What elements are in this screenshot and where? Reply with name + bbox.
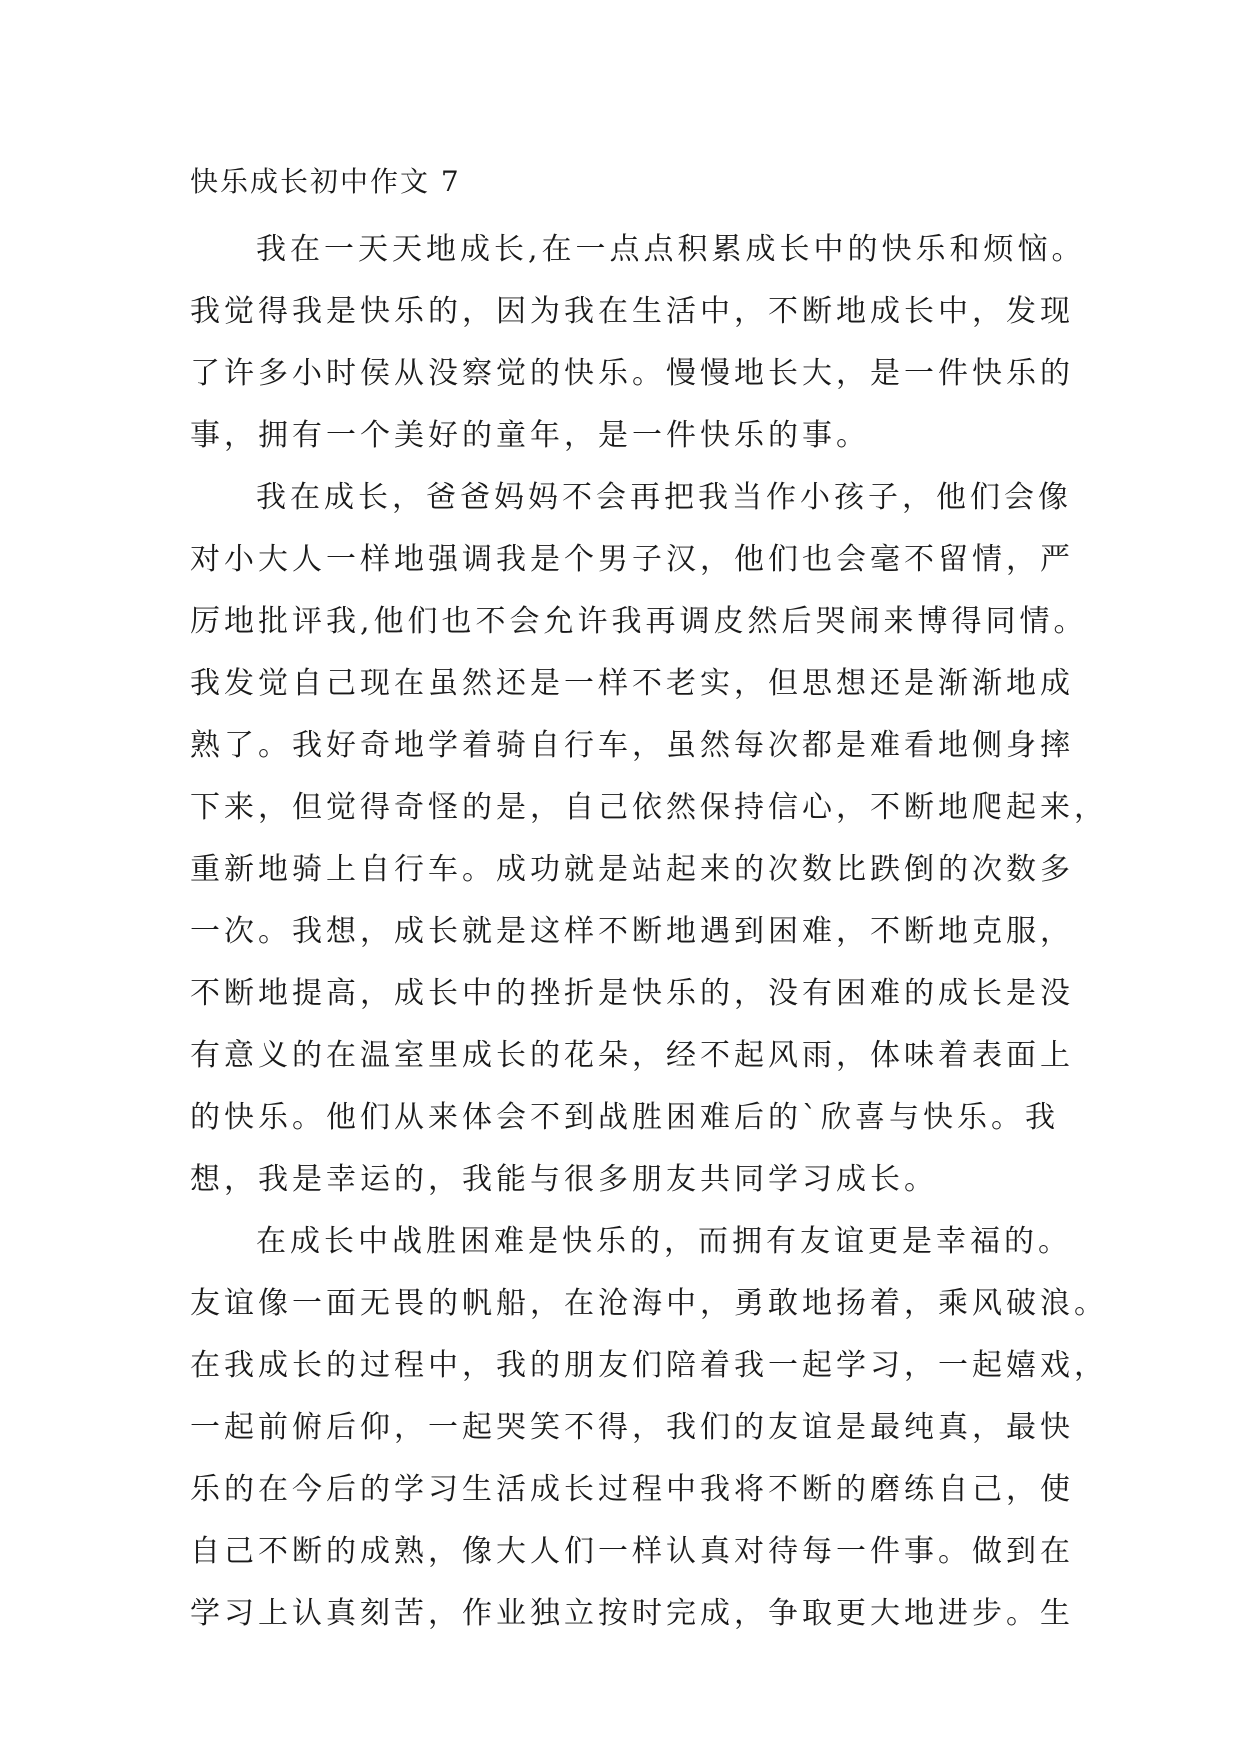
paragraph-2-line-1: 我在成长，爸爸妈妈不会再把我当作小孩子，他们会像: [256, 480, 1072, 515]
paragraph-2-line-3: 厉地批评我,他们也不会允许我再调皮然后哭闹来博得同情。: [190, 604, 1088, 639]
paragraph-2-line-5: 熟了。我好奇地学着骑自行车，虽然每次都是难看地侧身摔: [190, 728, 1074, 763]
paragraph-1-line-1: 我在一天天地成长,在一点点积累成长中的快乐和烦恼。: [256, 232, 1086, 267]
paragraph-3-line-3: 在我成长的过程中，我的朋友们陪着我一起学习，一起嬉戏，: [190, 1348, 1108, 1383]
paragraph-2-line-10: 有意义的在温室里成长的花朵，经不起风雨，体味着表面上: [190, 1038, 1074, 1073]
paragraph-2-line-7: 重新地骑上自行车。成功就是站起来的次数比跌倒的次数多: [190, 852, 1074, 887]
paragraph-3-line-2: 友谊像一面无畏的帆船，在沧海中，勇敢地扬着，乘风破浪。: [190, 1286, 1108, 1321]
paragraph-2-line-4: 我发觉自己现在虽然还是一样不老实，但思想还是渐渐地成: [190, 666, 1074, 701]
paragraph-2-line-9: 不断地提高，成长中的挫折是快乐的，没有困难的成长是没: [190, 976, 1074, 1011]
paragraph-3-line-7: 学习上认真刻苦，作业独立按时完成，争取更大地进步。生: [190, 1596, 1074, 1631]
document-title: 快乐成长初中作文 7: [190, 165, 461, 198]
paragraph-1-line-3: 了许多小时侯从没察觉的快乐。慢慢地长大，是一件快乐的: [190, 356, 1074, 391]
paragraph-2-line-8: 一次。我想，成长就是这样不断地遇到困难，不断地克服，: [190, 914, 1074, 949]
paragraph-3-line-4: 一起前俯后仰，一起哭笑不得，我们的友谊是最纯真，最快: [190, 1410, 1074, 1445]
paragraph-3-line-6: 自己不断的成熟，像大人们一样认真对待每一件事。做到在: [190, 1534, 1074, 1569]
paragraph-3-line-1: 在成长中战胜困难是快乐的，而拥有友谊更是幸福的。: [256, 1224, 1072, 1259]
paragraph-2-line-6: 下来，但觉得奇怪的是，自己依然保持信心，不断地爬起来，: [190, 790, 1108, 825]
paragraph-1-line-2: 我觉得我是快乐的，因为我在生活中，不断地成长中，发现: [190, 294, 1074, 329]
paragraph-1-line-4: 事，拥有一个美好的童年，是一件快乐的事。: [190, 418, 870, 453]
paragraph-2-line-2: 对小大人一样地强调我是个男子汉，他们也会毫不留情，严: [190, 542, 1074, 577]
paragraph-2-line-12: 想，我是幸运的，我能与很多朋友共同学习成长。: [190, 1162, 938, 1197]
paragraph-2-line-11: 的快乐。他们从来体会不到战胜困难后的`欣喜与快乐。我: [190, 1100, 1059, 1135]
paragraph-3-line-5: 乐的在今后的学习生活成长过程中我将不断的磨练自己，使: [190, 1472, 1074, 1507]
